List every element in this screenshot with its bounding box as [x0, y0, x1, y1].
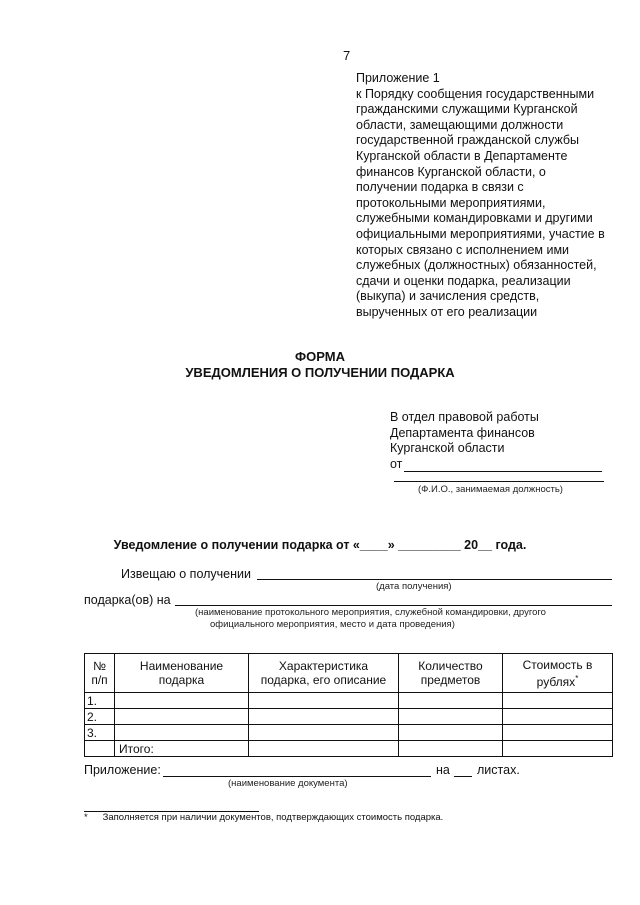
gift-name-cell[interactable]: [115, 725, 249, 741]
quantity-cell[interactable]: [399, 709, 503, 725]
appendix-line: (выкупа) и зачисления средств,: [356, 289, 540, 304]
gift-description-cell[interactable]: [249, 693, 399, 709]
appendix-title: Приложение 1: [356, 71, 440, 85]
row-number: 1.: [85, 693, 115, 709]
attachment-label: Приложение:: [84, 763, 161, 777]
page-number: 7: [343, 48, 351, 63]
attachment-caption: (наименование документа): [228, 778, 348, 789]
address-block: [390, 410, 620, 472]
gift-caption-1: (наименование протокольного мероприятия, служебной командировки, другого: [195, 607, 546, 618]
total-number-cell: [85, 741, 115, 757]
appendix-line: сдачи и оценки подарка, реализации: [356, 273, 571, 288]
appendix-line: служебными командировками и другими: [356, 211, 593, 226]
quantity-cell[interactable]: [399, 693, 503, 709]
attachment-document-field[interactable]: [163, 775, 431, 777]
total-quantity-cell[interactable]: [399, 741, 503, 757]
footnote-mark: *: [575, 673, 579, 683]
table-row: [85, 725, 613, 741]
form-title: [0, 349, 640, 381]
gift-event-field[interactable]: [175, 604, 612, 606]
header-quantity: Количество предметов: [399, 654, 503, 693]
cost-cell[interactable]: [503, 709, 613, 725]
appendix-line: официальными мероприятиями, участие в: [356, 226, 605, 241]
cost-cell[interactable]: [503, 725, 613, 741]
received-label: Извещаю о получении: [121, 567, 251, 581]
header-number: № п/п: [85, 654, 115, 693]
from-field[interactable]: [404, 458, 602, 472]
row-number: 3.: [85, 725, 115, 741]
table-total-row: [85, 741, 613, 757]
table-row: [85, 709, 613, 725]
position-field[interactable]: [394, 480, 604, 482]
appendix-line: гражданскими служащими Курганской: [356, 102, 578, 117]
table-row: [85, 693, 613, 709]
appendix-line: получении подарка в связи с: [356, 180, 524, 195]
gift-label: подарка(ов) на: [84, 593, 171, 607]
appendix-line: государственной гражданской службы: [356, 133, 579, 148]
appendix-line: протокольными мероприятиями,: [356, 195, 546, 210]
appendix-line: Курганской области в Департаменте: [356, 148, 568, 163]
appendix-line: которых связано с исполнением ими: [356, 242, 570, 257]
attachment-on-label: на: [436, 763, 450, 777]
total-label: Итого:: [115, 741, 249, 757]
table-header-row: [85, 654, 613, 693]
footnote-mark: *: [84, 812, 88, 823]
address-line2: Департамента финансов: [390, 425, 535, 440]
received-date-field[interactable]: [257, 578, 612, 580]
position-caption: (Ф.И.О., занимаемая должность): [418, 484, 563, 495]
footnote: [84, 812, 443, 823]
form-title-line2: УВЕДОМЛЕНИЯ О ПОЛУЧЕНИИ ПОДАРКА: [185, 365, 455, 380]
gift-description-cell[interactable]: [249, 725, 399, 741]
header-gift-name: Наименование подарка: [115, 654, 249, 693]
appendix-block: [356, 71, 626, 321]
gift-name-cell[interactable]: [115, 709, 249, 725]
header-gift-description: Характеристика подарка, его описание: [249, 654, 399, 693]
from-label: от: [390, 456, 403, 471]
gift-description-cell[interactable]: [249, 709, 399, 725]
gift-caption-2: официального мероприятия, место и дата проведения): [210, 619, 455, 630]
attachment-sheets-field[interactable]: [454, 775, 472, 777]
appendix-line: к Порядку сообщения государственными: [356, 86, 595, 101]
row-number: 2.: [85, 709, 115, 725]
gifts-table: [84, 653, 613, 757]
appendix-line: вырученных от его реализации: [356, 304, 538, 319]
appendix-line: области, замещающими должности: [356, 117, 564, 132]
received-caption: (дата получения): [376, 581, 452, 592]
address-line1: В отдел правовой работы: [390, 410, 539, 424]
attachment-sheets-label: листах.: [477, 763, 520, 777]
total-cost-cell[interactable]: [503, 741, 613, 757]
header-cost: Стоимость в рублях*: [503, 654, 613, 693]
appendix-line: служебных (должностных) обязанностей,: [356, 258, 597, 273]
form-title-line1: ФОРМА: [295, 349, 345, 364]
total-description-cell: [249, 741, 399, 757]
footnote-text: Заполняется при наличии документов, подтверждающих стоимость подарка.: [102, 812, 444, 823]
notice-title: Уведомление о получении подарка от «____» _________ 20__ года.: [113, 538, 527, 552]
gift-name-cell[interactable]: [115, 693, 249, 709]
cost-cell[interactable]: [503, 693, 613, 709]
quantity-cell[interactable]: [399, 725, 503, 741]
address-line3: Курганской области: [390, 441, 505, 456]
appendix-line: финансов Курганской области, о: [356, 164, 546, 179]
